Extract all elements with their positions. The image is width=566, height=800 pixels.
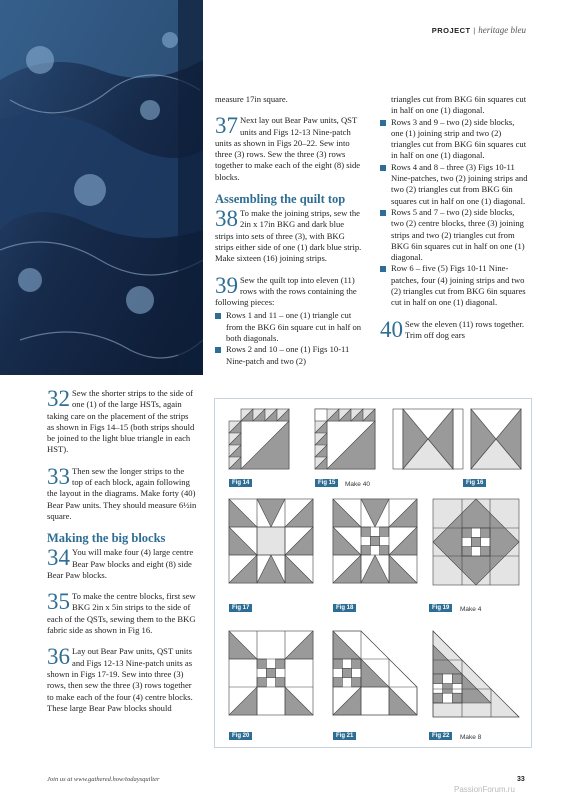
bullet-rows-2-10: Rows 2 and 10 – one (1) Figs 10-11 Nine-patch and two (2): [215, 344, 363, 367]
make40-label: Make 40: [345, 481, 370, 488]
step-35: 35 To make the centre blocks, first sew BKG 2in x 5in strips to the side of each of the QSTs, sewing them to the BKG fabric side as shown in Fig 16.: [47, 589, 196, 636]
fig16-label: Fig 16: [463, 479, 486, 487]
step-39: 39 Sew the quilt top into eleven (11) rows with the rows containing the following pieces:: [215, 272, 357, 308]
fig18-label: Fig 18: [333, 604, 356, 612]
footer-text: Join us at www.gathered.how/todaysquilter: [47, 776, 160, 783]
step-36-cont: measure 17in square.: [215, 94, 288, 104]
figures-panel: [214, 398, 532, 748]
step-33: 33 Then sew the longer strips to the top of each block, again following the layout in the diagrams. Make forty (40) Bear Paw units. They should measure 6½in square.: [47, 463, 197, 521]
figures-diagram: [215, 399, 533, 749]
fig15-label: Fig 15: [315, 479, 338, 487]
step-36: 36 Lay out Bear Paw units, QST units and Figs 12-13 Nine-patch units as shown in Figs 17-19. Sew into three (3) rows, then sew the three (3) rows together to make each of the four (4) centre blocks. These large Bear Paw blocks should: [47, 644, 193, 713]
page-header: PROJECT | heritage bleu: [431, 25, 526, 35]
column-3: [380, 94, 528, 351]
step-37: 37 Next lay out Bear Paw units, QST units and Figs 12-13 Nine-patch units as shown in Figs 20–22. Sew into three (3) rows. Sew the three (3) rows together to make each of the eight (8) side blocks.: [215, 113, 361, 182]
bullet-cont: triangles cut from BKG 6in squares cut in half on one (1) diagonal.: [391, 94, 527, 116]
step-40: 40 Sew the eleven (11) rows together. Trim off dog ears: [380, 316, 525, 342]
make8-label: Make 8: [460, 734, 482, 741]
heading-assembling: Assembling the quilt top: [215, 192, 346, 207]
step-34: 34 You will make four (4) large centre Bear Paw blocks and eight (8) side Bear Paw blocks.: [47, 545, 194, 580]
column-1: [47, 388, 197, 724]
step-32: 32 Sew the shorter strips to the side of one (1) of the large HSTs, again taking care on the placement of the strips as shown in Figs 14–15 (both strips should be joined to the light blue triangle in each HST).: [47, 386, 195, 455]
fig14-label: Fig 14: [229, 479, 252, 487]
make4-label: Make 4: [460, 606, 482, 613]
bullet-row-6: Row 6 – five (5) Figs 10-11 Nine-patches, four (4) joining strips and two (2) triangles cut from BKG 6in squares cut in half on one (1) diagonal.: [380, 263, 528, 308]
bullet-rows-5-7: Rows 5 and 7 – two (2) side blocks, two (2) centre blocks, three (3) joining strips and two (2) triangles cut from BKG 6in squares cut in half on one (1) diagonal.: [380, 207, 528, 263]
fig19-label: Fig 19: [429, 604, 452, 612]
fig22-label: Fig 22: [429, 732, 452, 740]
watermark: PassionForum.ru: [454, 785, 515, 794]
heading-big-blocks: Making the big blocks: [47, 531, 166, 546]
fig20-label: Fig 20: [229, 732, 252, 740]
fig21-label: Fig 21: [333, 732, 356, 740]
step-38: 38 To make the joining strips, sew the 2in x 17in BKG and dark blue strips into sets of three (3), with BKG strips either side of one (1) dark blue strip. Make sixteen (16) joining strips.: [215, 206, 362, 264]
column-2: [215, 94, 363, 367]
bullet-rows-3-9: Rows 3 and 9 – two (2) side blocks, one (1) joining strip and two (2) triangles cut from BKG 6in squares cut in half on one (1) diagonal.: [380, 117, 528, 162]
bullet-rows-4-8: Rows 4 and 8 – three (3) Figs 10-11 Nine-patches, two (2) joining strips and two (2) triangles cut from BKG 6in squares cut in half on one (1) diagonal.: [380, 162, 528, 207]
fig17-label: Fig 17: [229, 604, 252, 612]
page-number: 33: [517, 776, 525, 783]
quilt-photo: [0, 0, 203, 375]
bullet-rows-1-11: Rows 1 and 11 – one (1) triangle cut from the BKG 6in square cut in half on both diagonals.: [215, 310, 363, 344]
